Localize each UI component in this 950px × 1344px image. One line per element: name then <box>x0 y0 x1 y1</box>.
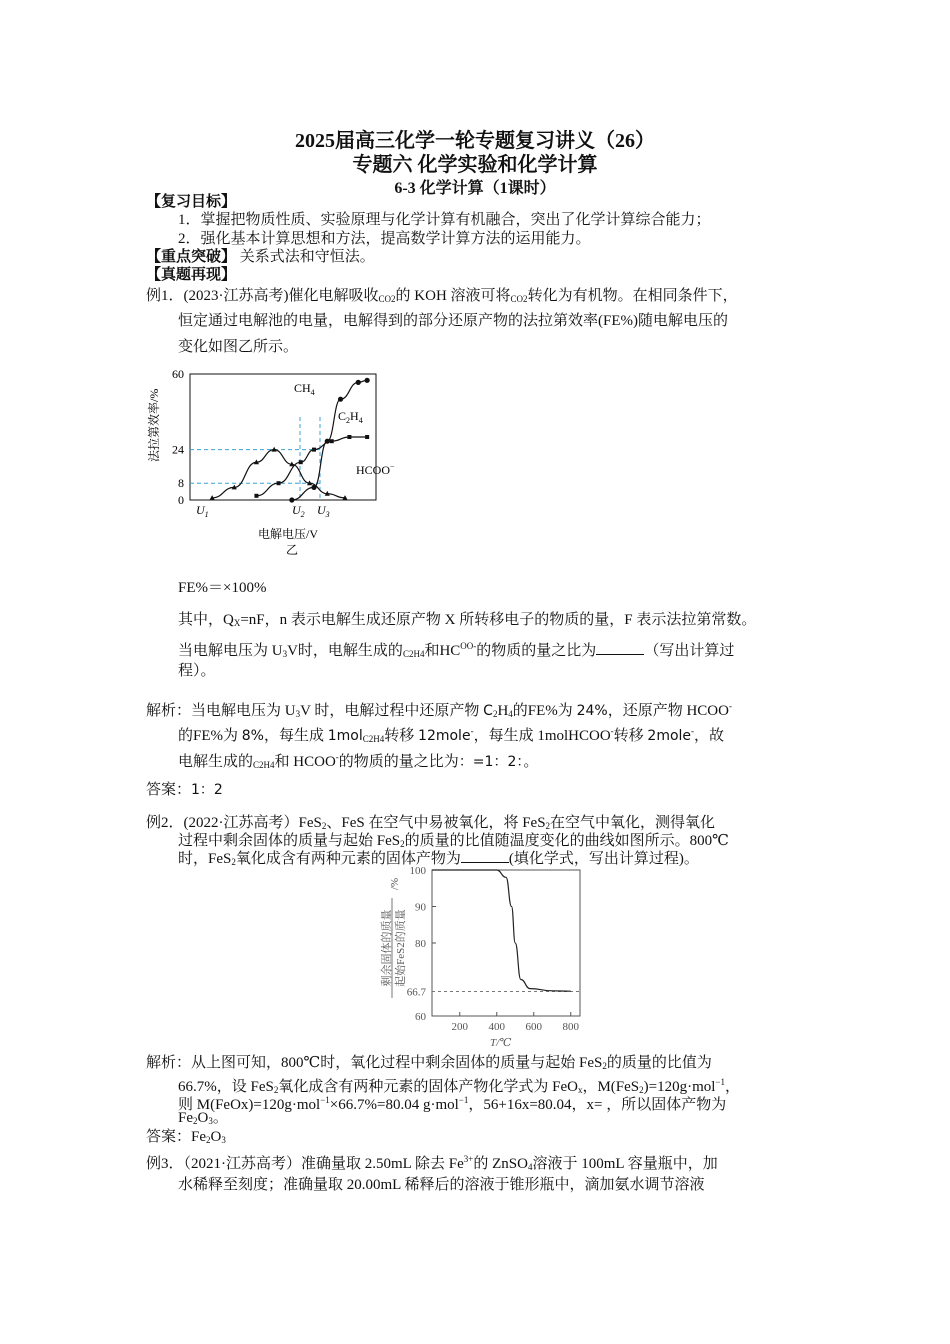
x-tick-label: $U_1$ <box>196 503 209 519</box>
subscript: 3 <box>282 649 288 659</box>
text: ，还原产物 HCOO <box>607 703 729 719</box>
mass-ratio-chart <box>360 866 590 1050</box>
subscript: 4 <box>527 1162 533 1172</box>
y-tick-label: 0 <box>178 493 184 507</box>
series-line-hcoo <box>212 450 345 498</box>
y-tick-label: 8 <box>178 476 184 491</box>
text: 的FE%为 <box>178 728 242 744</box>
text: 和HC <box>424 643 461 659</box>
y-tick-label: 60 <box>172 367 184 381</box>
y-tick-label: 24 <box>172 442 184 457</box>
subscript: 3 <box>221 1135 226 1145</box>
subscript: 2 <box>602 1061 607 1071</box>
ex1-analysis-line-2 <box>178 722 724 748</box>
page-title: 2025届高三化学一轮专题复习讲义（26） <box>295 130 655 152</box>
x-tick-labels <box>452 1021 580 1033</box>
superscript: −1 <box>458 1095 469 1105</box>
goal-item-1: 1．掌握把物质性质、实验原理与化学计算有机融合，突出了化学计算综合能力； <box>178 212 711 228</box>
subscript: 2 <box>321 821 327 831</box>
x-axis-label: 电解电压/V <box>258 527 319 541</box>
ch4-point <box>365 378 370 383</box>
superscript: −1 <box>715 1077 725 1087</box>
text: ，故 <box>694 728 725 744</box>
ex3-line-2: 水稀释至刻度；准确量取 20.00mL 稀释后的溶液于锥形瓶中，滴加氨水调节溶液 <box>178 1177 705 1193</box>
text: 1mol <box>327 728 363 744</box>
text: 其中，Q <box>178 612 234 628</box>
y-tick-labels <box>407 866 427 1023</box>
subscript: 2 <box>273 1085 279 1095</box>
text: 8% <box>241 728 264 744</box>
superscript: - <box>728 701 732 711</box>
subscript: 4 <box>508 709 513 719</box>
answer-value: 1：2 <box>191 782 223 798</box>
ex1-analysis-line-3 <box>178 748 538 774</box>
text: 的 KOH 溶液可将 <box>395 288 511 304</box>
text: O <box>210 1129 222 1145</box>
y-tick-label: 80 <box>415 938 426 950</box>
x-tick-label: $U_2$ <box>292 503 305 519</box>
text: （2021·江苏高考）准确量取 2.50mL 除去 Fe <box>183 1156 464 1172</box>
text: （写出计算过 <box>644 643 735 659</box>
text: ×66.7%=80.04 g·mol <box>329 1097 459 1113</box>
goal-item-2: 2．强化基本计算思想和方法，提高数学计算方法的运用能力。 <box>178 231 591 247</box>
ex3-line-1 <box>146 1150 718 1176</box>
series-label-hcoo: HCOO− <box>356 462 395 477</box>
axis-ticks <box>432 870 580 1016</box>
data-curves <box>210 378 376 503</box>
y-label-denominator: 起始FeS2的质量 <box>395 909 407 987</box>
y-axis-label <box>379 878 407 998</box>
y-tick-label: 60 <box>415 1011 426 1023</box>
x-axis-label: T/℃ <box>490 1037 512 1049</box>
ex1-analysis-line-1 <box>146 697 732 723</box>
text: 则 M(FeOx)=120g·mol <box>178 1097 321 1113</box>
plot-frame <box>432 870 580 1016</box>
text: )=120g·mol <box>643 1079 716 1095</box>
text: Fe <box>178 1110 193 1126</box>
subscript: 2 <box>231 857 236 867</box>
ex1-label: 例1． <box>146 288 184 304</box>
superscript: −1 <box>320 1095 330 1105</box>
subscript: X <box>233 618 241 628</box>
ex2-analysis-line-3 <box>178 1091 726 1114</box>
ex1-q-line-2 <box>178 637 734 663</box>
c2h4-point <box>347 435 351 439</box>
co2-sub: CO2 <box>378 294 396 304</box>
superscript: OO- <box>460 641 477 651</box>
y-axis-label: 法拉第效率/% <box>147 388 161 462</box>
c2h4-point <box>254 494 258 498</box>
review-heading: 【真题再现】 <box>146 267 237 283</box>
ex1-q-line-3: 程）。 <box>178 663 216 679</box>
answer-blank <box>596 642 644 655</box>
y-label-unit: /% <box>389 877 401 890</box>
text: 的物质的量之比为 <box>476 643 597 659</box>
x-tick-label: $U_3$ <box>317 503 330 519</box>
text: 转移 <box>613 728 648 744</box>
text: 解析：从上图可知，800℃时，氧化过程中剩余固体的质量与起始 FeS <box>146 1055 603 1071</box>
ex2-label: 例2． <box>146 815 184 831</box>
ex1-line-2: 恒定通过电解池的电量，电解得到的部分还原产物的法拉第效率(FE%)随电解电压的 <box>178 313 728 329</box>
c2h4-point <box>277 481 281 485</box>
text: 氧化成含有两种元素的固体产物化学式为 FeO <box>278 1079 578 1095</box>
text: 的物质的量之比为 <box>338 754 459 770</box>
y-tick-label: 66.7 <box>406 986 426 999</box>
series-label-c2h4: $C_2H_4$ <box>338 409 363 425</box>
subscript: 3 <box>295 709 301 719</box>
c2h4-point <box>312 448 316 452</box>
goals-heading: 【复习目标】 <box>146 194 237 210</box>
text: 66.7%，设 FeS <box>178 1079 274 1095</box>
text: 解析：当电解电压为 U <box>146 703 296 719</box>
series-label-ch4: $CH_4$ <box>294 381 315 397</box>
ex2-answer <box>146 1128 226 1149</box>
text: 。 <box>523 754 539 770</box>
text: V 时，电解过程中还原产物 <box>300 703 484 719</box>
text: 和 HCOO <box>274 754 336 770</box>
text: 转移 <box>384 728 419 744</box>
y-label-numerator: 剩余固体的质量 <box>381 909 393 987</box>
text: ， <box>725 1079 741 1095</box>
text: ：=1：2： <box>458 754 524 770</box>
subscript: 2 <box>545 821 551 831</box>
guide-lines <box>190 417 320 500</box>
data-curve <box>432 870 571 991</box>
text: 的 ZnSO <box>473 1156 528 1172</box>
text: 催化电解吸收 <box>288 288 379 304</box>
ex2-analysis-line-1 <box>146 1054 712 1075</box>
superscript: - <box>610 726 614 736</box>
ex1-line-3: 变化如图乙所示。 <box>178 339 299 355</box>
text: 的FE%为 <box>512 703 577 719</box>
subscript: 2 <box>206 1135 211 1145</box>
ch4-point <box>356 380 361 385</box>
subscript: 2 <box>492 709 498 719</box>
answer-label: 答案： <box>146 782 192 798</box>
section-title: 6-3 化学计算（1课时） <box>394 180 556 197</box>
subscript: 2 <box>639 1085 644 1095</box>
focus-text: 关系式法和守恒法。 <box>239 249 375 265</box>
ex1-line-1 <box>146 287 738 308</box>
subscript: 2 <box>400 839 405 849</box>
superscript: - <box>470 726 474 736</box>
text: =nF，n 表示电解生成还原产物 X 所转移电子的物质的量，F 表示法拉第常数。 <box>240 612 757 628</box>
text: 电解生成的 <box>178 754 254 770</box>
text: V时，电解生成的 <box>287 643 403 659</box>
text: 的质量的比值为 <box>606 1055 712 1071</box>
chart-caption: 乙 <box>286 543 299 557</box>
c2h4-point <box>365 435 369 439</box>
x-tick-label: 200 <box>451 1021 468 1033</box>
y-tick-label: 90 <box>415 901 426 914</box>
text: (填化学式，写出计算过程)。 <box>508 851 699 867</box>
text: 转化为有机物。在相同条件下， <box>527 288 738 304</box>
text: (2022·江苏高考）FeS <box>183 815 322 831</box>
subscript: 2 <box>193 1116 198 1126</box>
topic-title: 专题六 化学实验和化学计算 <box>352 154 598 176</box>
text: ，M(FeS <box>582 1079 640 1095</box>
subscript: 3 <box>208 1116 213 1126</box>
text: ，每生成 1molHCOO <box>473 728 611 744</box>
focus-heading: 【重点突破】 <box>146 249 237 265</box>
text: ，56+16x=80.04，x= ，所以固体产物为 <box>468 1097 727 1113</box>
ex1-source: (2023·江苏高考) <box>183 288 289 304</box>
ch4-point <box>338 397 343 402</box>
answer-label: 答案：Fe <box>146 1129 207 1145</box>
text: 溶液于 100mL 容量瓶中，加 <box>532 1156 718 1172</box>
y-tick-label: 100 <box>409 866 426 877</box>
text: O <box>197 1110 209 1126</box>
text: 过程中剩余固体的质量与起始 FeS <box>178 833 401 849</box>
text: 、FeS 在空气中易被氧化，将 FeS <box>326 815 546 831</box>
text: 在空气中氧化，测得氧化 <box>550 815 716 831</box>
text: ，每生成 <box>263 728 328 744</box>
superscript: - <box>335 752 339 762</box>
c2h4-point <box>330 439 334 443</box>
x-tick-label: 400 <box>488 1021 505 1033</box>
x-tick-label: 800 <box>562 1021 579 1033</box>
subscript: C2H4 <box>402 649 425 659</box>
mass-ratio-curve <box>432 870 571 991</box>
co2-sub: CO2 <box>510 294 528 304</box>
fe-formula: FE%＝×100% <box>178 580 267 596</box>
superscript: - <box>691 726 695 736</box>
focus-line <box>146 248 375 266</box>
ex3-label: 例3． <box>146 1156 184 1172</box>
text: C <box>483 703 493 719</box>
text: 。 <box>212 1110 228 1126</box>
ex1-answer <box>146 781 223 799</box>
subscript: C2H4 <box>253 760 275 770</box>
text: 时，FeS <box>178 851 232 867</box>
c2h4-point <box>299 460 303 464</box>
text: 12mole <box>418 728 471 744</box>
ex1-q-line-1 <box>178 611 756 632</box>
text: 的质量的比值随温度变化的曲线如图所示。800℃ <box>404 833 729 849</box>
text: 当电解电压为 U <box>178 643 283 659</box>
answer-blank <box>461 850 509 863</box>
subscript: C2H4 <box>362 734 385 744</box>
text: 氧化成含有两种元素的固体产物为 <box>235 851 461 867</box>
text: H <box>497 703 509 719</box>
x-tick-label: 600 <box>525 1021 542 1033</box>
superscript: 3+ <box>463 1154 474 1164</box>
text: 2mole <box>647 728 692 744</box>
text: 24% <box>576 703 608 719</box>
subscript: x <box>577 1085 583 1095</box>
ex2-analysis-line-4 <box>178 1109 228 1130</box>
fe-voltage-chart <box>140 362 400 562</box>
